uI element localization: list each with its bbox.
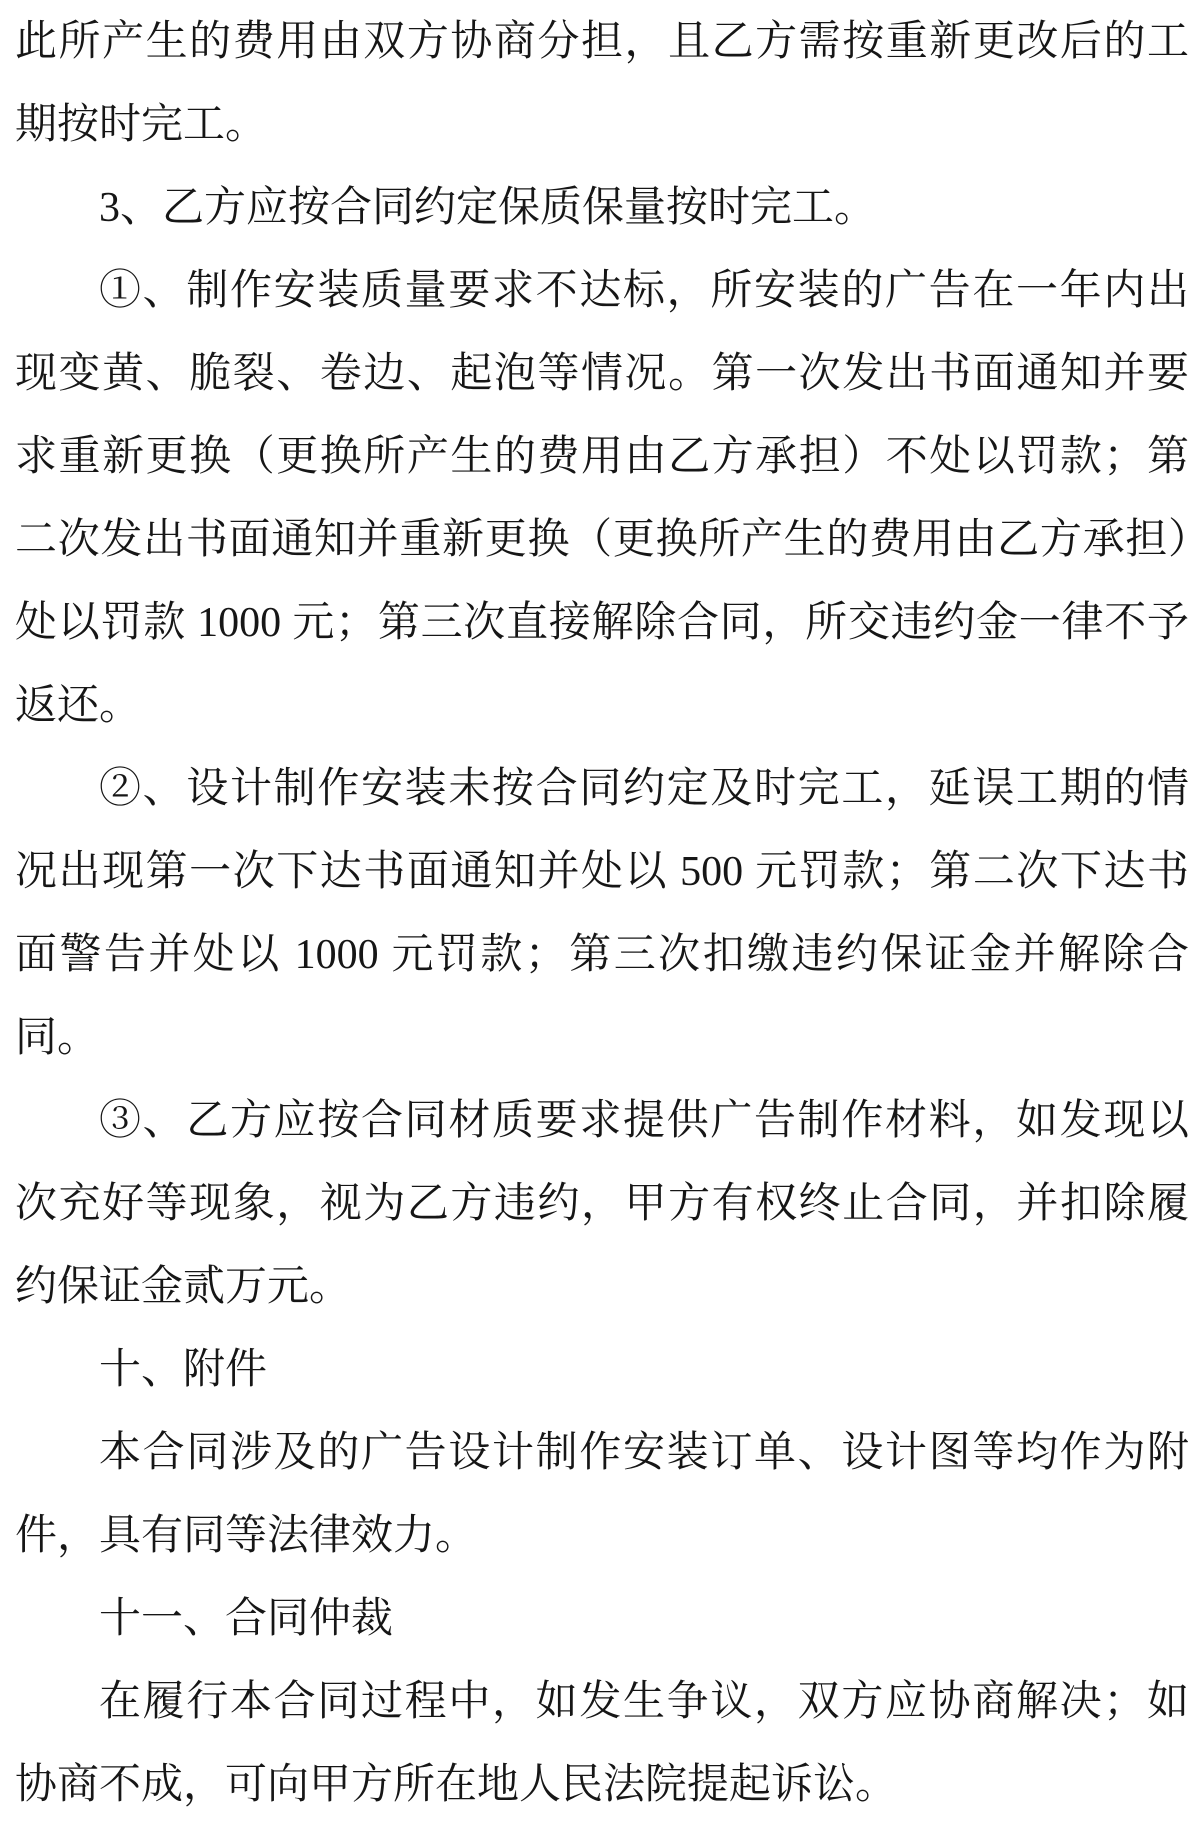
- paragraph-subclause-1: ①、制作安装质量要求不达标，所安装的广告在一年内出现变黄、脆裂、卷边、起泡等情况。第一次发出书面通知并要求重新更换（更换所产生的费用由乙方承担）不处以罚款；第二次发出书面通知并重新更换（更换所产生的费用由乙方承担）处以罚款 1000 元；第三次直接解除合同，所交违约金一律不予返还。: [15, 268, 1189, 729]
- paragraph-continuation: 此所产生的费用由双方协商分担，且乙方需按重新更改后的工期按时完工。: [15, 19, 1189, 148]
- heading-section-11-arbitration: 十一、合同仲裁: [99, 1596, 394, 1642]
- paragraph-subclause-2: ②、设计制作安装未按合同约定及时完工，延误工期的情况出现第一次下达书面通知并处以 500 元罚款；第二次下达书面警告并处以 1000 元罚款；第三次扣缴违约保证金并解除合同。: [15, 766, 1189, 1061]
- heading-section-10-annex: 十、附件: [99, 1347, 268, 1393]
- paragraph-subclause-3: ③、乙方应按合同材质要求提供广告制作材料，如发现以次充好等现象，视为乙方违约，甲方有权终止合同，并扣除履约保证金贰万元。: [15, 1098, 1189, 1310]
- paragraph-clause-3: 3、乙方应按合同约定保质保量按时完工。: [99, 185, 877, 231]
- paragraph-annex-body: 本合同涉及的广告设计制作安装订单、设计图等均作为附件，具有同等法律效力。: [15, 1430, 1189, 1559]
- paragraph-arbitration-body: 在履行本合同过程中，如发生争议，双方应协商解决；如协商不成，可向甲方所在地人民法院提起诉讼。: [15, 1679, 1189, 1808]
